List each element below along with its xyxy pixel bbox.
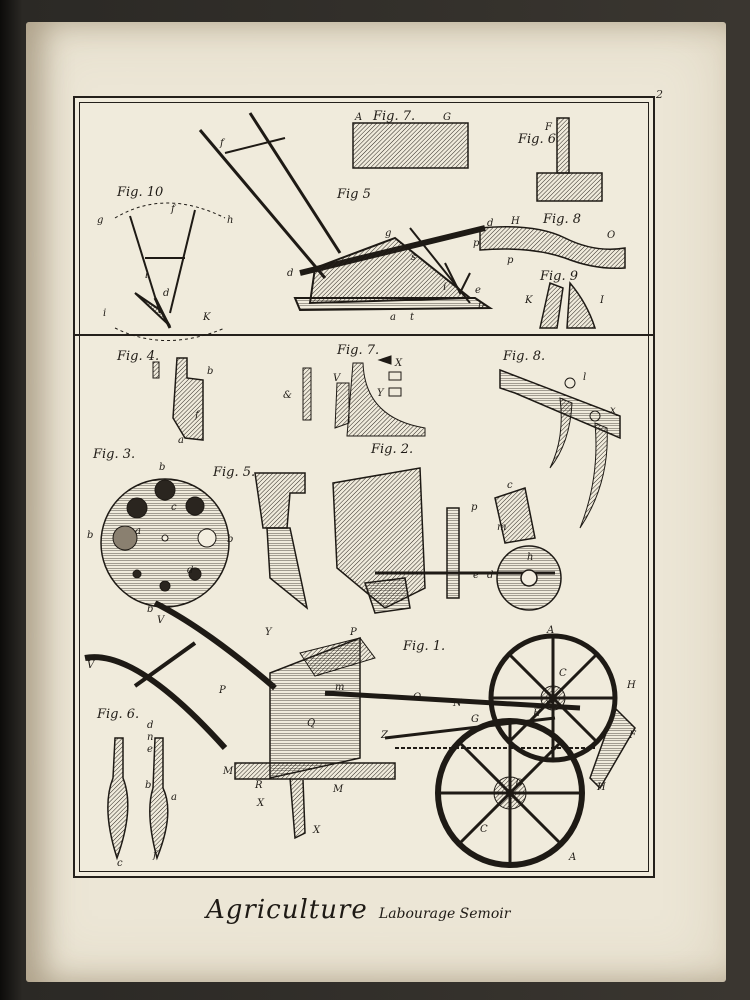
key-letter: e [147,744,153,755]
key-letter: h [527,552,534,563]
key-letter: f [153,850,157,861]
key-letter: G [443,112,451,123]
key-letter: C [480,824,488,835]
key-letter: A [355,112,363,123]
key-letter: m [335,682,345,693]
key-letter: i [443,282,447,293]
key-letter: & [283,390,292,401]
fig8-top-furrow [480,227,625,269]
key-letter: b [147,604,154,615]
fig9-upper-label: Fig. 9 [540,269,579,284]
key-letter: f [220,138,224,149]
fig6-lower-label: Fig. 6. [97,707,140,722]
key-letter: g [385,228,392,239]
key-letter: c [507,480,513,491]
key-letter: p [473,238,480,249]
fig7-lower-label: Fig. 7. [337,343,380,358]
caption-subtitle: Labourage Semoir [378,906,511,922]
key-letter: X [257,798,265,809]
key-letter: a [178,435,184,446]
key-letter: Q [307,718,316,729]
fig5-lower-label: Fig. 5. [213,465,256,480]
fig4-label: Fig. 4. [117,349,160,364]
key-letter: E [533,708,541,719]
key-letter: a [171,792,177,803]
key-letter: H [511,216,520,227]
key-letter: a [390,312,396,323]
fig2-label: Fig. 2. [371,442,414,457]
key-letter: p [507,255,514,266]
key-letter: c [117,858,123,869]
key-letter: n [147,732,154,743]
fig5-lower-share [255,473,307,608]
key-letter: B [545,700,553,711]
key-letter: s [411,252,417,263]
key-letter: l [145,270,149,281]
fig4-illustration [153,358,203,440]
fig3-seed-disc [101,479,229,607]
fig8-upper-label: Fig. 8 [543,212,582,227]
key-letter: Z [381,730,388,741]
key-letter: d [287,268,294,279]
key-letter: b [207,366,214,377]
key-letter: d [163,288,170,299]
key-letter: a [135,526,141,537]
fig7-lower-illustration [303,356,425,436]
key-letter: M [223,766,234,777]
fig5-upper-label: Fig 5 [337,187,371,202]
key-letter: O [413,692,422,703]
key-letter: Y [265,627,272,638]
key-letter: A [547,625,555,636]
key-letter: A [569,852,577,863]
key-letter: l [583,372,587,383]
fig6-upper-label: Fig. 6 [518,132,557,147]
key-letter: b [159,462,166,473]
key-letter: d [147,720,154,731]
plate-caption [206,895,526,925]
key-letter: O [607,230,616,241]
key-letter: i [103,308,107,319]
key-letter: V [157,615,165,626]
key-letter: H [627,680,636,691]
key-letter: F [629,730,636,741]
fig8-lower-label: Fig. 8. [503,349,546,364]
key-letter: e [475,285,481,296]
key-letter: e [473,570,479,581]
fig3-label: Fig. 3. [93,447,136,462]
key-letter: p [471,502,478,513]
fig9-top-blades [540,283,595,328]
fig7-top-block [353,123,468,168]
key-letter: M [333,784,344,795]
key-letter: F [545,122,552,133]
key-letter: C [559,668,567,679]
key-letter: P [350,627,357,638]
key-letter: d [187,565,194,576]
fig7-upper-label: Fig. 7. [373,109,416,124]
caption-title: Agriculture [206,895,368,925]
key-letter: x [610,405,616,416]
key-letter: c [171,502,177,513]
key-letter: b [87,530,94,541]
key-letter: I [600,295,604,306]
key-letter: Y [377,388,384,399]
key-letter: f [171,204,175,215]
fig10-label: Fig. 10 [117,185,164,200]
key-letter: V [333,373,341,384]
key-letter: b [478,300,485,311]
page-number: 2 [656,88,663,101]
key-letter: d [487,570,494,581]
engraving-plate [73,96,655,878]
key-letter: V [87,660,95,671]
key-letter: b [145,780,152,791]
key-letter: P [219,685,226,696]
key-letter: m [497,522,507,533]
fig2-seed-box [333,468,561,613]
key-letter: d [487,218,494,229]
key-letter: X [313,825,321,836]
key-letter: h [227,215,234,226]
fig6-lower-shares [108,738,168,858]
key-letter: D [515,778,524,789]
key-letter: b [227,534,234,545]
key-letter: K [203,312,211,323]
key-letter: K [525,295,533,306]
key-letter: H [597,782,606,793]
engraving-illustrations [75,98,653,876]
fig1-label: Fig. 1. [403,639,446,654]
key-letter: R [255,780,263,791]
fig1-seed-drill [85,603,635,865]
key-letter: G [471,714,479,725]
key-letter: g [97,215,104,226]
key-letter: t [410,312,415,323]
book-page [26,22,726,982]
key-letter: N [453,698,462,709]
key-letter: f [195,410,199,421]
key-letter: X [395,358,403,369]
